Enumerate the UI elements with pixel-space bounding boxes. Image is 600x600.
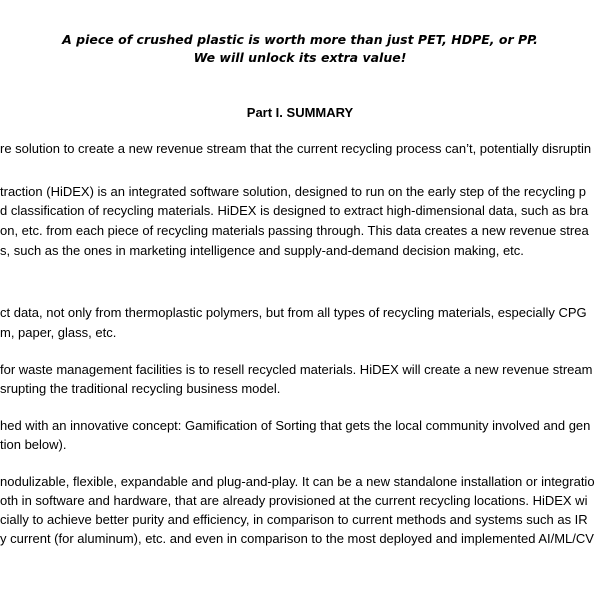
paragraph-2-line-4: s, such as the ones in marketing intelligence and supply-and-demand decision making, etc. (0, 243, 524, 258)
paragraph-3-line-1: ct data, not only from thermoplastic polymers, but from all types of recycling materials, especially CPG (0, 305, 587, 320)
paragraph-6-line-2: oth in software and hardware, that are already provisioned at the current recycling locations. HiDEX wi (0, 493, 588, 508)
paragraph-2-line-1: traction (HiDEX) is an integrated software solution, designed to run on the early step of the recycling p (0, 184, 587, 199)
tagline-line-2: We will unlock its extra value! (193, 50, 407, 65)
paragraph-5-line-1: hed with an innovative concept: Gamification of Sorting that gets the local community involved and gen (0, 418, 591, 433)
paragraph-2-line-2: d classification of recycling materials. HiDEX is designed to extract high-dimensional data, such as bra (0, 203, 589, 218)
summary-intro-line: re solution to create a new revenue stream that the current recycling process can’t, potentially disruptin (0, 141, 592, 156)
paragraph-5-line-2: tion below). (0, 437, 67, 452)
paragraph-4-line-2: srupting the traditional recycling business model. (0, 381, 281, 396)
paragraph-2-line-3: on, etc. from each piece of recycling materials passing through. This data creates a new revenue strea (0, 223, 589, 238)
paragraph-6-line-1: nodulizable, flexible, expandable and plug-and-play. It can be a new standalone installation or integratio (0, 474, 595, 489)
paragraph-6-line-3: cially to achieve better purity and efficiency, in comparison to current methods and systems such as IR (0, 512, 588, 527)
section-heading: Part I. SUMMARY (246, 105, 354, 120)
tagline-line-1: A piece of crushed plastic is worth more than just PET, HDPE, or PP. (62, 32, 538, 47)
paragraph-6-line-4: y current (for aluminum), etc. and even in comparison to the most deployed and implemented AI/ML/CV (0, 531, 594, 546)
paragraph-3-line-2: m, paper, glass, etc. (0, 325, 117, 340)
paragraph-4-line-1: for waste management facilities is to resell recycled materials. HiDEX will create a new revenue stream (0, 362, 593, 377)
